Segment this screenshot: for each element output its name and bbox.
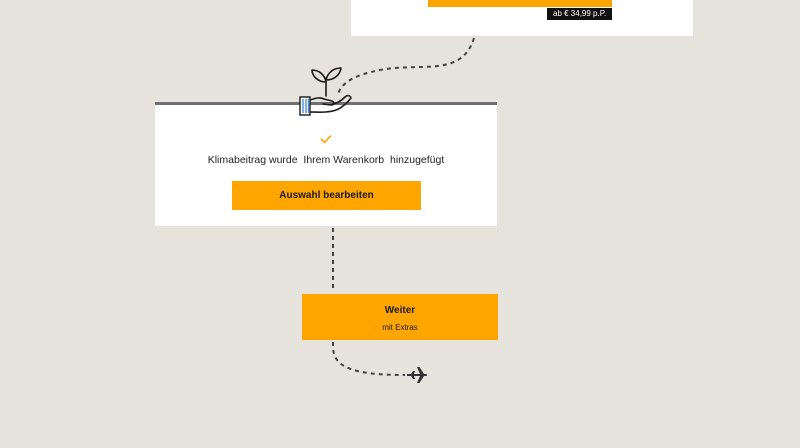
climate-contribution-card bbox=[155, 102, 497, 226]
continue-to-extras-button[interactable] bbox=[302, 294, 498, 340]
price-badge: ab € 34,99 p.P. bbox=[547, 8, 612, 20]
continue-label: Weiter bbox=[384, 305, 416, 316]
continue-sublabel: mit Extras bbox=[382, 323, 418, 332]
hand-holding-plant-icon bbox=[296, 64, 356, 120]
path-bottom-segment bbox=[333, 342, 405, 375]
airplane-icon bbox=[407, 366, 427, 384]
edit-selection-button[interactable]: Auswahl bearbeiten bbox=[232, 181, 421, 210]
path-top-segment bbox=[338, 38, 474, 94]
confirmation-message: Klimabeitrag wurde Ihrem Warenkorb hinzugefügt bbox=[207, 154, 445, 166]
checkmark-icon bbox=[319, 133, 333, 145]
